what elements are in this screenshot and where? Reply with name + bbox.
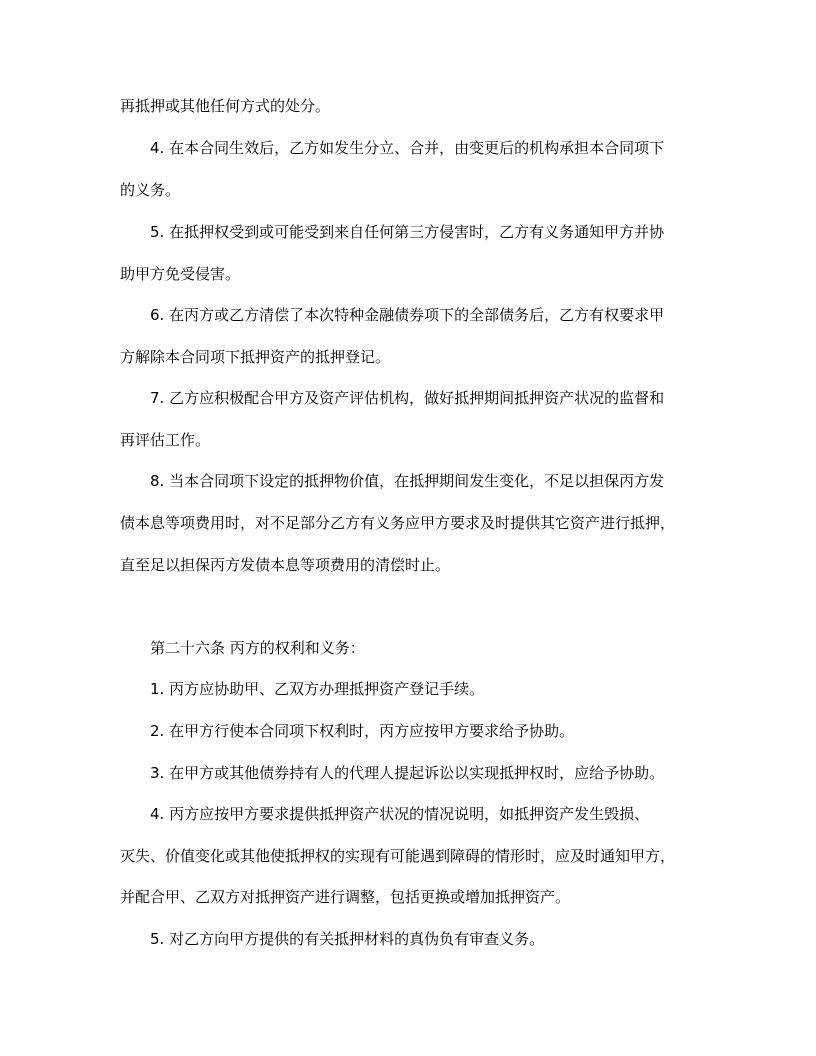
paragraph-line: 2. 在甲方行使本合同项下权利时，丙方应按甲方要求给予协助。 bbox=[150, 722, 575, 740]
paragraph-line: 并配合甲、乙双方对抵押资产进行调整，包括更换或增加抵押资产。 bbox=[120, 888, 571, 906]
paragraph-line: 再抵押或其他任何方式的处分。 bbox=[120, 97, 331, 115]
section-heading: 第二十六条 丙方的权利和义务： bbox=[150, 639, 365, 657]
paragraph-line: 再评估工作。 bbox=[120, 431, 211, 449]
paragraph-line: 5. 对乙方向甲方提供的有关抵押材料的真伪负有审查义务。 bbox=[150, 930, 545, 948]
paragraph-line: 3. 在甲方或其他债券持有人的代理人提起诉讼以实现抵押权时，应给予协助。 bbox=[150, 764, 665, 782]
paragraph-line: 5. 在抵押权受到或可能受到来自任何第三方侵害时，乙方有义务通知甲方并协 bbox=[150, 223, 665, 241]
paragraph-line: 1. 丙方应协助甲、乙双方办理抵押资产登记手续。 bbox=[150, 680, 485, 698]
paragraph-line: 债本息等项费用时，对不足部分乙方有义务应甲方要求及时提供其它资产进行抵押， bbox=[120, 514, 676, 532]
paragraph-line: 6. 在丙方或乙方清偿了本次特种金融债券项下的全部债务后，乙方有权要求甲 bbox=[150, 306, 665, 324]
paragraph-line: 4. 在本合同生效后，乙方如发生分立、合并，由变更后的机构承担本合同项下 bbox=[150, 139, 665, 157]
paragraph-line: 8. 当本合同项下设定的抵押物价值，在抵押期间发生变化，不足以担保丙方发 bbox=[150, 472, 665, 490]
paragraph-line: 直至足以担保丙方发债本息等项费用的清偿时止。 bbox=[120, 556, 451, 574]
paragraph-line: 7. 乙方应积极配合甲方及资产评估机构，做好抵押期间抵押资产状况的监督和 bbox=[150, 389, 665, 407]
paragraph-line: 4. 丙方应按甲方要求提供抵押资产状况的情况说明，如抵押资产发生毁损、 bbox=[150, 805, 650, 823]
paragraph-line: 助甲方免受侵害。 bbox=[120, 265, 241, 283]
paragraph-line: 灭失、价值变化或其他使抵押权的实现有可能遇到障碍的情形时，应及时通知甲方， bbox=[120, 847, 676, 865]
paragraph-line: 方解除本合同项下抵押资产的抵押登记。 bbox=[120, 348, 391, 366]
paragraph-line: 的义务。 bbox=[120, 181, 181, 199]
